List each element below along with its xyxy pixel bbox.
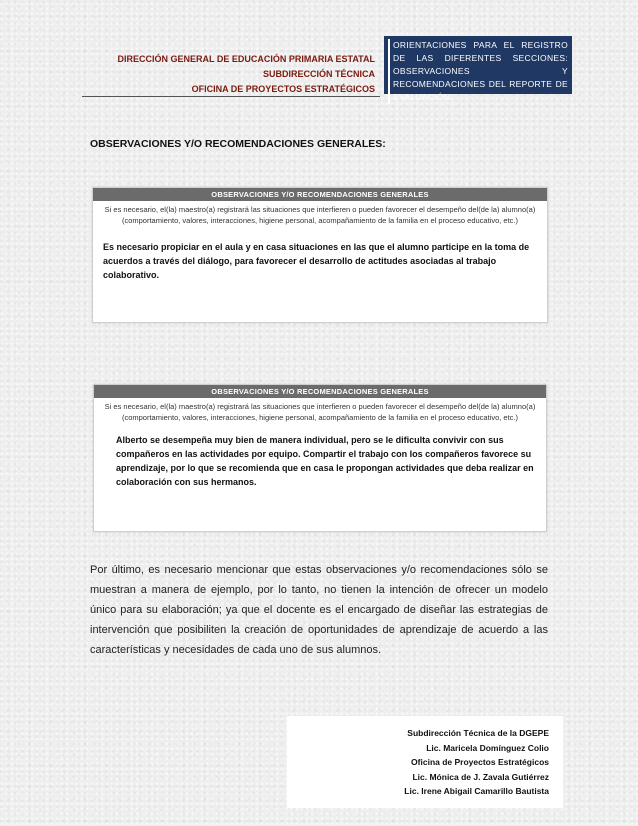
header-org-line: DIRECCIÓN GENERAL DE EDUCACIÓN PRIMARIA ESTATAL xyxy=(117,54,375,64)
signature-line: Lic. Mónica de J. Zavala Gutiérrez xyxy=(412,771,549,782)
signature-line: Subdirección Técnica de la DGEPE xyxy=(407,728,549,738)
signature-line: Lic. Maricela Domínguez Colio xyxy=(426,742,549,753)
card-instruction xyxy=(94,402,546,423)
card-heading: OBSERVACIONES Y/O RECOMENDACIONES GENERALES xyxy=(93,188,547,201)
example-observation-card-2 xyxy=(93,384,547,532)
header-divider xyxy=(82,96,380,97)
signature-box xyxy=(287,716,563,808)
header-organization xyxy=(90,52,375,97)
signature-block xyxy=(404,726,549,799)
card-instruction-line: Si es necesario, el(la) maestro(a) registrará las situaciones que interfieren o pueden favorecer el desempeño del(de la) alumno(a) xyxy=(104,402,536,411)
card-body: Es necesario propiciar en el aula y en casa situaciones en las que el alumno participe en la toma de acuerdos a través del diálogo, para favorecer el desarrollo de actitudes asociadas al trabajo colaborativo. xyxy=(103,242,530,280)
card-instruction-line: Si es necesario, el(la) maestro(a) registrará las situaciones que interfieren o pueden favorecer el desempeño del(de la) alumno(a) xyxy=(104,205,536,214)
card-instruction xyxy=(93,205,547,226)
signature-line: Oficina de Proyectos Estratégicos xyxy=(411,757,549,767)
section-title: OBSERVACIONES Y/O RECOMENDACIONES GENERALES: xyxy=(90,138,386,150)
signature-line: Lic. Irene Abigail Camarillo Bautista xyxy=(404,786,549,796)
header-org-line: SUBDIRECCIÓN TÉCNICA xyxy=(262,69,375,79)
header-document-title-box xyxy=(384,36,572,102)
card-heading: OBSERVACIONES Y/O RECOMENDACIONES GENERALES xyxy=(94,385,546,398)
card-instruction-line: (comportamiento, valores, interacciones, higiene personal, acompañamiento de la familia en el proceso educativo, etc.) xyxy=(121,412,519,422)
header-document-title: ORIENTACIONES PARA EL REGISTRO DE LAS DIFERENTES SECCIONES: OBSERVACIONES Y RECOMENDACIONES DEL REPORTE DE EVALUACIÓN. xyxy=(388,39,568,104)
card-body: Alberto se desempeña muy bien de manera individual, pero se le dificulta convivir con sus compañeros en las actividades por equipo. Compartir el trabajo con los compañeros favorece su aprendizaje, por lo que se recomienda que en casa le propongan actividades que deba realizar en colaboración con sus hermanos. xyxy=(116,435,534,487)
closing-paragraph: Por último, es necesario mencionar que estas observaciones y/o recomendaciones sólo se muestran a manera de ejemplo, por lo tanto, no tienen la intención de ofrecer un modelo único para su elaboración; ya que el docente es el encargado de diseñar las estrategias de intervención que posibiliten la creación de oportunidades de aprendizaje de acuerdo a las características y necesidades de cada uno de sus alumnos. xyxy=(90,564,548,656)
example-observation-card-1 xyxy=(92,187,548,323)
header-org-line: OFICINA DE PROYECTOS ESTRATÉGICOS xyxy=(191,84,375,94)
card-instruction-line: (comportamiento, valores, interacciones, higiene personal, acompañamiento de la familia en el proceso educativo, etc.) xyxy=(121,215,519,225)
